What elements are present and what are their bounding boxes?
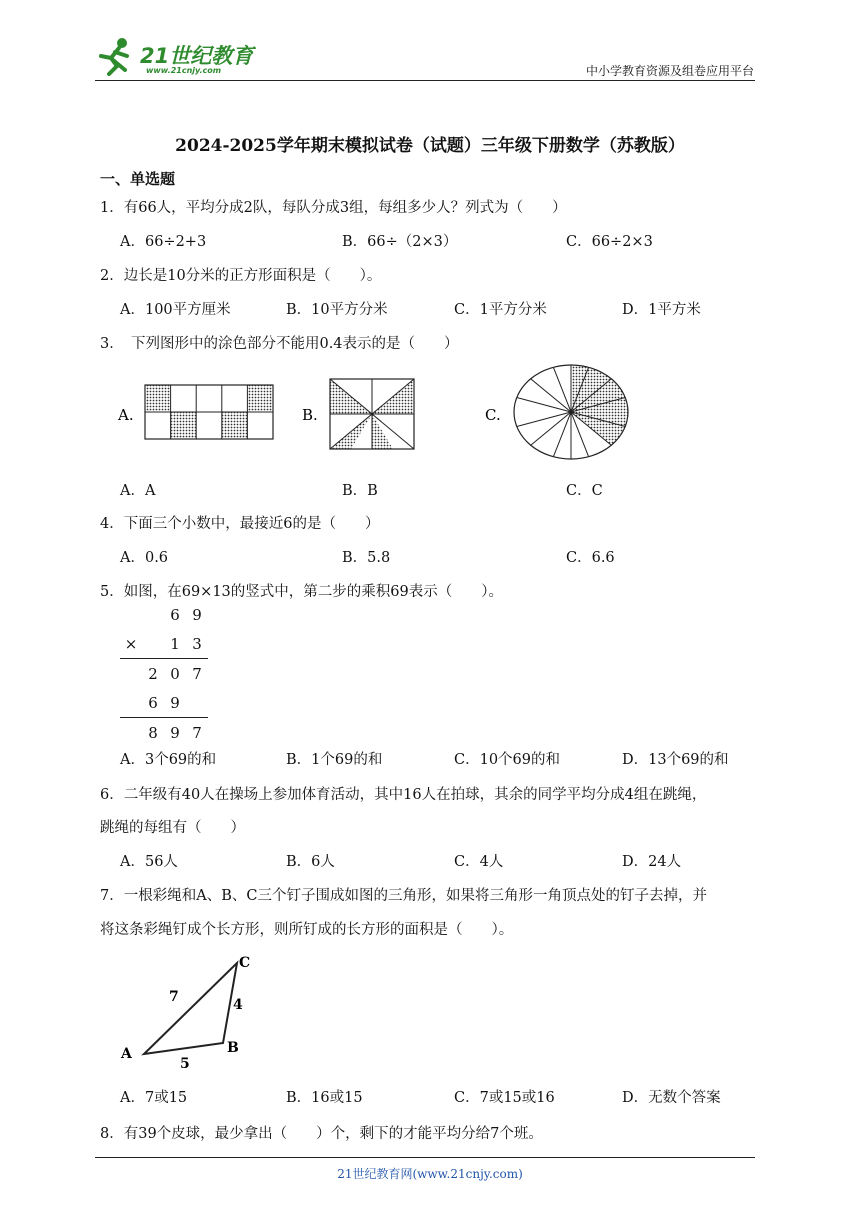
triangle-figure [115,948,275,1076]
q4-option-c[interactable]: C．6.6 [566,550,615,566]
page-title: 2024-2025学年期末模拟试卷（试题）三年级下册数学（苏教版） [175,136,685,156]
q5-option-b[interactable]: B．1个69的和 [286,752,383,768]
side-ab-label: 5 [180,1056,190,1072]
q3-option-b[interactable]: B．B [342,483,378,499]
question-5: 5．如图，在69×13的竖式中，第二步的乘积69表示（ ）。 [100,584,503,600]
logo-url: www.21cnjy.com [146,66,222,75]
q3-option-c[interactable]: C．C [566,483,603,499]
footer-text[interactable]: 21世纪教育网(www.21cnjy.com) [337,1167,523,1181]
q7-option-c[interactable]: C．7或15或16 [454,1090,555,1106]
footer-divider [95,1157,755,1158]
q7-option-b[interactable]: B．16或15 [286,1090,363,1106]
q1-option-a[interactable]: A．66÷2+3 [120,234,207,250]
side-bc-label: 4 [233,997,243,1013]
question-4: 4．下面三个小数中，最接近6的是（ ） [100,516,380,532]
question-3: 3． 下列图形中的涂色部分不能用0.4表示的是（ ） [100,336,459,352]
side-ca-label: 7 [169,989,179,1005]
logo-text: 21世纪教育 [140,44,254,68]
question-1: 1．有66人，平均分成2队，每队分成3组，每组多少人？列式为（ ） [100,200,567,216]
vertical-multiplication [120,600,208,747]
calc-row-1: 6 9 [170,605,202,624]
q5-option-c[interactable]: C．10个69的和 [454,752,560,768]
figure-a [117,385,273,439]
figure-c [485,365,628,459]
header-divider [95,80,755,81]
q6-option-b[interactable]: B．6人 [286,854,335,870]
calc-row-5: 8 9 7 [148,723,202,742]
question-8: 8．有39个皮球，最少拿出（ ）个，剩下的才能平均分给7个班。 [100,1126,543,1142]
q1-option-b[interactable]: B．66÷（2×3） [342,234,458,250]
q7-option-d[interactable]: D．无数个答案 [622,1090,721,1106]
question-6: 6．二年级有40人在操场上参加体育活动，其中16人在拍球，其余的同学平均分成4组在跳绳， [100,787,707,803]
q7-option-a[interactable]: A．7或15 [120,1090,188,1106]
calc-row-4: 6 9 [120,688,208,718]
q4-option-b[interactable]: B．5.8 [342,550,391,566]
q2-option-d[interactable]: D．1平方米 [622,302,701,318]
figure-b [302,379,414,449]
q2-option-b[interactable]: B．10平方分米 [286,302,388,318]
question-7-line-2: 将这条彩绳钉成个长方形，则所钉成的长方形的面积是（ ）。 [100,922,514,938]
q5-option-a[interactable]: A．3个69的和 [120,752,217,768]
q6-option-d[interactable]: D．24人 [622,854,682,870]
q6-option-c[interactable]: C．4人 [454,854,504,870]
q2-option-a[interactable]: A．100平方厘米 [120,302,231,318]
question-7: 7．一根彩绳和A、B、C三个钉子围成如图的三角形，如果将三角形一角顶点处的钉子去掉，并 [100,888,707,904]
figure-c-label: C. [485,406,501,424]
vertex-a-label: A [121,1046,132,1062]
q3-option-a[interactable]: A．A [120,483,156,499]
q4-option-a[interactable]: A．0.6 [120,550,169,566]
section-heading: 一、单选题 [100,170,176,188]
q3-figures [110,360,650,460]
calc-row-3: 2 0 7 [148,664,202,683]
vertex-c-label: C [239,955,251,971]
q1-option-c[interactable]: C．66÷2×3 [566,234,653,250]
header-right-text: 中小学教育资源及组卷应用平台 [585,64,754,78]
q6-option-a[interactable]: A．56人 [120,854,178,870]
q5-option-d[interactable]: D．13个69的和 [622,752,729,768]
question-6-line-2: 跳绳的每组有（ ） [100,820,245,836]
figure-b-label: B. [302,406,318,424]
q2-option-c[interactable]: C．1平方分米 [454,302,547,318]
question-2: 2．边长是10分米的正方形面积是（ ）。 [100,268,382,284]
vertex-b-label: B [227,1040,239,1056]
figure-a-label: A. [118,406,134,424]
runner-logo-icon [95,36,135,76]
calc-row-2: × 1 3 [120,629,208,659]
